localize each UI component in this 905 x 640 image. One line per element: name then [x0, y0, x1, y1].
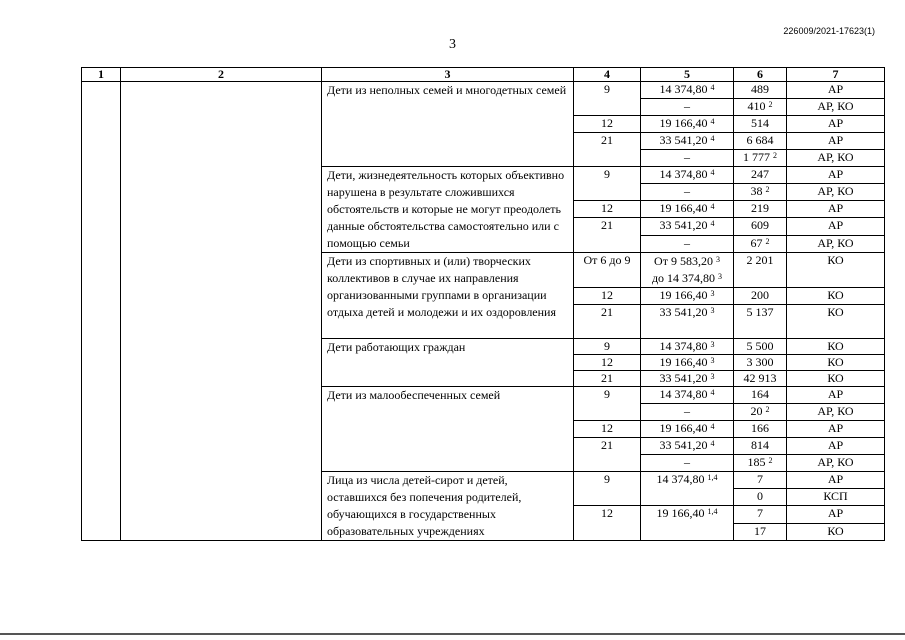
scan-edge-line — [0, 633, 905, 635]
count-cell: 3 300 — [734, 355, 787, 371]
fund-cell: АР, КО — [787, 150, 885, 167]
fund-cell: АР, КО — [787, 99, 885, 116]
price-cell: 33 541,20 $^3$ — [641, 305, 734, 339]
count-cell: 6 684 — [734, 133, 787, 150]
price-cell: 19 166,40 $^3$ — [641, 288, 734, 305]
price-cell: – — [641, 455, 734, 472]
category-cell: Дети работающих граждан — [322, 339, 574, 387]
fund-cell: АР — [787, 506, 885, 524]
price-cell: – — [641, 236, 734, 253]
header-col-7: 7 — [787, 68, 885, 82]
age-cell: 21 — [574, 133, 641, 167]
age-cell: 21 — [574, 218, 641, 253]
fund-cell: АР — [787, 421, 885, 438]
price-cell: 33 541,20 $^3$ — [641, 371, 734, 387]
age-cell: 21 — [574, 438, 641, 472]
price-cell: 19 166,40 $^4$ — [641, 116, 734, 133]
header-col-2: 2 — [121, 68, 322, 82]
count-cell: 200 — [734, 288, 787, 305]
allocation-table — [81, 67, 885, 541]
header-col-5: 5 — [641, 68, 734, 82]
age-cell: 21 — [574, 371, 641, 387]
category-cell: Дети из малообеспеченных семей — [322, 387, 574, 472]
age-cell: 9 — [574, 82, 641, 116]
age-cell: 12 — [574, 116, 641, 133]
count-cell: 17 — [734, 524, 787, 541]
header-col-3: 3 — [322, 68, 574, 82]
fund-cell: КО — [787, 339, 885, 355]
category-cell: Лица из числа детей-сирот и детей, оставшихся без попечения родителей, обучающихся в государственных образовательных учреждениях — [322, 472, 574, 541]
price-cell: 14 374,80 $^{1,4}$ — [641, 472, 734, 506]
price-cell: – — [641, 184, 734, 201]
fund-cell: АР — [787, 472, 885, 489]
fund-cell: КСП — [787, 489, 885, 506]
age-cell: 21 — [574, 305, 641, 339]
count-cell: 7 — [734, 472, 787, 489]
fund-cell: АР — [787, 218, 885, 236]
count-cell: 609 — [734, 218, 787, 236]
age-cell: 9 — [574, 472, 641, 506]
fund-cell: КО — [787, 371, 885, 387]
count-cell: 67 $^2$ — [734, 236, 787, 253]
age-cell: 12 — [574, 288, 641, 305]
price-cell: 19 166,40 $^3$ — [641, 355, 734, 371]
price-cell: 14 374,80 $^4$ — [641, 82, 734, 99]
fund-cell: КО — [787, 524, 885, 541]
count-cell: 7 — [734, 506, 787, 524]
count-cell: 814 — [734, 438, 787, 455]
price-cell: 33 541,20 $^4$ — [641, 438, 734, 455]
price-cell: 19 166,40 $^4$ — [641, 201, 734, 218]
count-cell: 38 $^2$ — [734, 184, 787, 201]
count-cell: 42 913 — [734, 371, 787, 387]
price-cell: 19 166,40 $^4$ — [641, 421, 734, 438]
count-cell: 410 $^2$ — [734, 99, 787, 116]
fund-cell: КО — [787, 305, 885, 339]
age-cell: 9 — [574, 339, 641, 355]
category-cell: Дети, жизнедеятельность которых объективно нарушена в результате сложившихся обстоятельств и которые не могут преодолеть данные обстоятельства самостоятельно или с помощью семьи — [322, 167, 574, 253]
fund-cell: АР — [787, 82, 885, 99]
count-cell: 514 — [734, 116, 787, 133]
price-cell: – — [641, 99, 734, 116]
page-number: 3 — [449, 37, 456, 52]
fund-cell: АР, КО — [787, 404, 885, 421]
age-cell: 9 — [574, 387, 641, 421]
fund-cell: АР, КО — [787, 236, 885, 253]
price-cell: От 9 583,20 $^3$ до 14 374,80 $^3$ — [641, 253, 734, 288]
price-cell: 14 374,80 $^4$ — [641, 167, 734, 184]
count-cell: 1 777 $^2$ — [734, 150, 787, 167]
price-cell: 14 374,80 $^4$ — [641, 387, 734, 404]
price-cell: 33 541,20 $^4$ — [641, 218, 734, 236]
count-cell: 5 137 — [734, 305, 787, 339]
count-cell: 185 $^2$ — [734, 455, 787, 472]
age-cell: 12 — [574, 201, 641, 218]
fund-cell: АР — [787, 438, 885, 455]
age-cell: От 6 до 9 — [574, 253, 641, 288]
fund-cell: АР — [787, 167, 885, 184]
fund-cell: АР — [787, 387, 885, 404]
col2-cell — [121, 82, 322, 541]
header-col-4: 4 — [574, 68, 641, 82]
category-cell: Дети из спортивных и (или) творческих коллективов в случае их направления организованными группами в организации отдыха детей и молодежи и их оздоровления — [322, 253, 574, 339]
price-cell: 33 541,20 $^4$ — [641, 133, 734, 150]
fund-cell: АР — [787, 116, 885, 133]
age-cell: 9 — [574, 167, 641, 201]
price-cell: – — [641, 150, 734, 167]
header-col-1: 1 — [82, 68, 121, 82]
count-cell: 247 — [734, 167, 787, 184]
fund-cell: АР — [787, 133, 885, 150]
fund-cell: КО — [787, 253, 885, 288]
price-cell: 14 374,80 $^3$ — [641, 339, 734, 355]
document-number: 226009/2021-17623(1) — [783, 26, 875, 36]
age-cell: 12 — [574, 506, 641, 541]
age-cell: 12 — [574, 421, 641, 438]
fund-cell: АР, КО — [787, 184, 885, 201]
fund-cell: АР, КО — [787, 455, 885, 472]
table-row — [82, 82, 885, 99]
count-cell: 166 — [734, 421, 787, 438]
fund-cell: КО — [787, 288, 885, 305]
header-col-6: 6 — [734, 68, 787, 82]
count-cell: 2 201 — [734, 253, 787, 288]
category-cell: Дети из неполных семей и многодетных семей — [322, 82, 574, 167]
count-cell: 20 $^2$ — [734, 404, 787, 421]
fund-cell: КО — [787, 355, 885, 371]
count-cell: 5 500 — [734, 339, 787, 355]
price-cell: 19 166,40 $^{1,4}$ — [641, 506, 734, 541]
col1-cell — [82, 82, 121, 541]
count-cell: 0 — [734, 489, 787, 506]
count-cell: 489 — [734, 82, 787, 99]
count-cell: 219 — [734, 201, 787, 218]
count-cell: 164 — [734, 387, 787, 404]
age-cell: 12 — [574, 355, 641, 371]
fund-cell: АР — [787, 201, 885, 218]
price-cell: – — [641, 404, 734, 421]
